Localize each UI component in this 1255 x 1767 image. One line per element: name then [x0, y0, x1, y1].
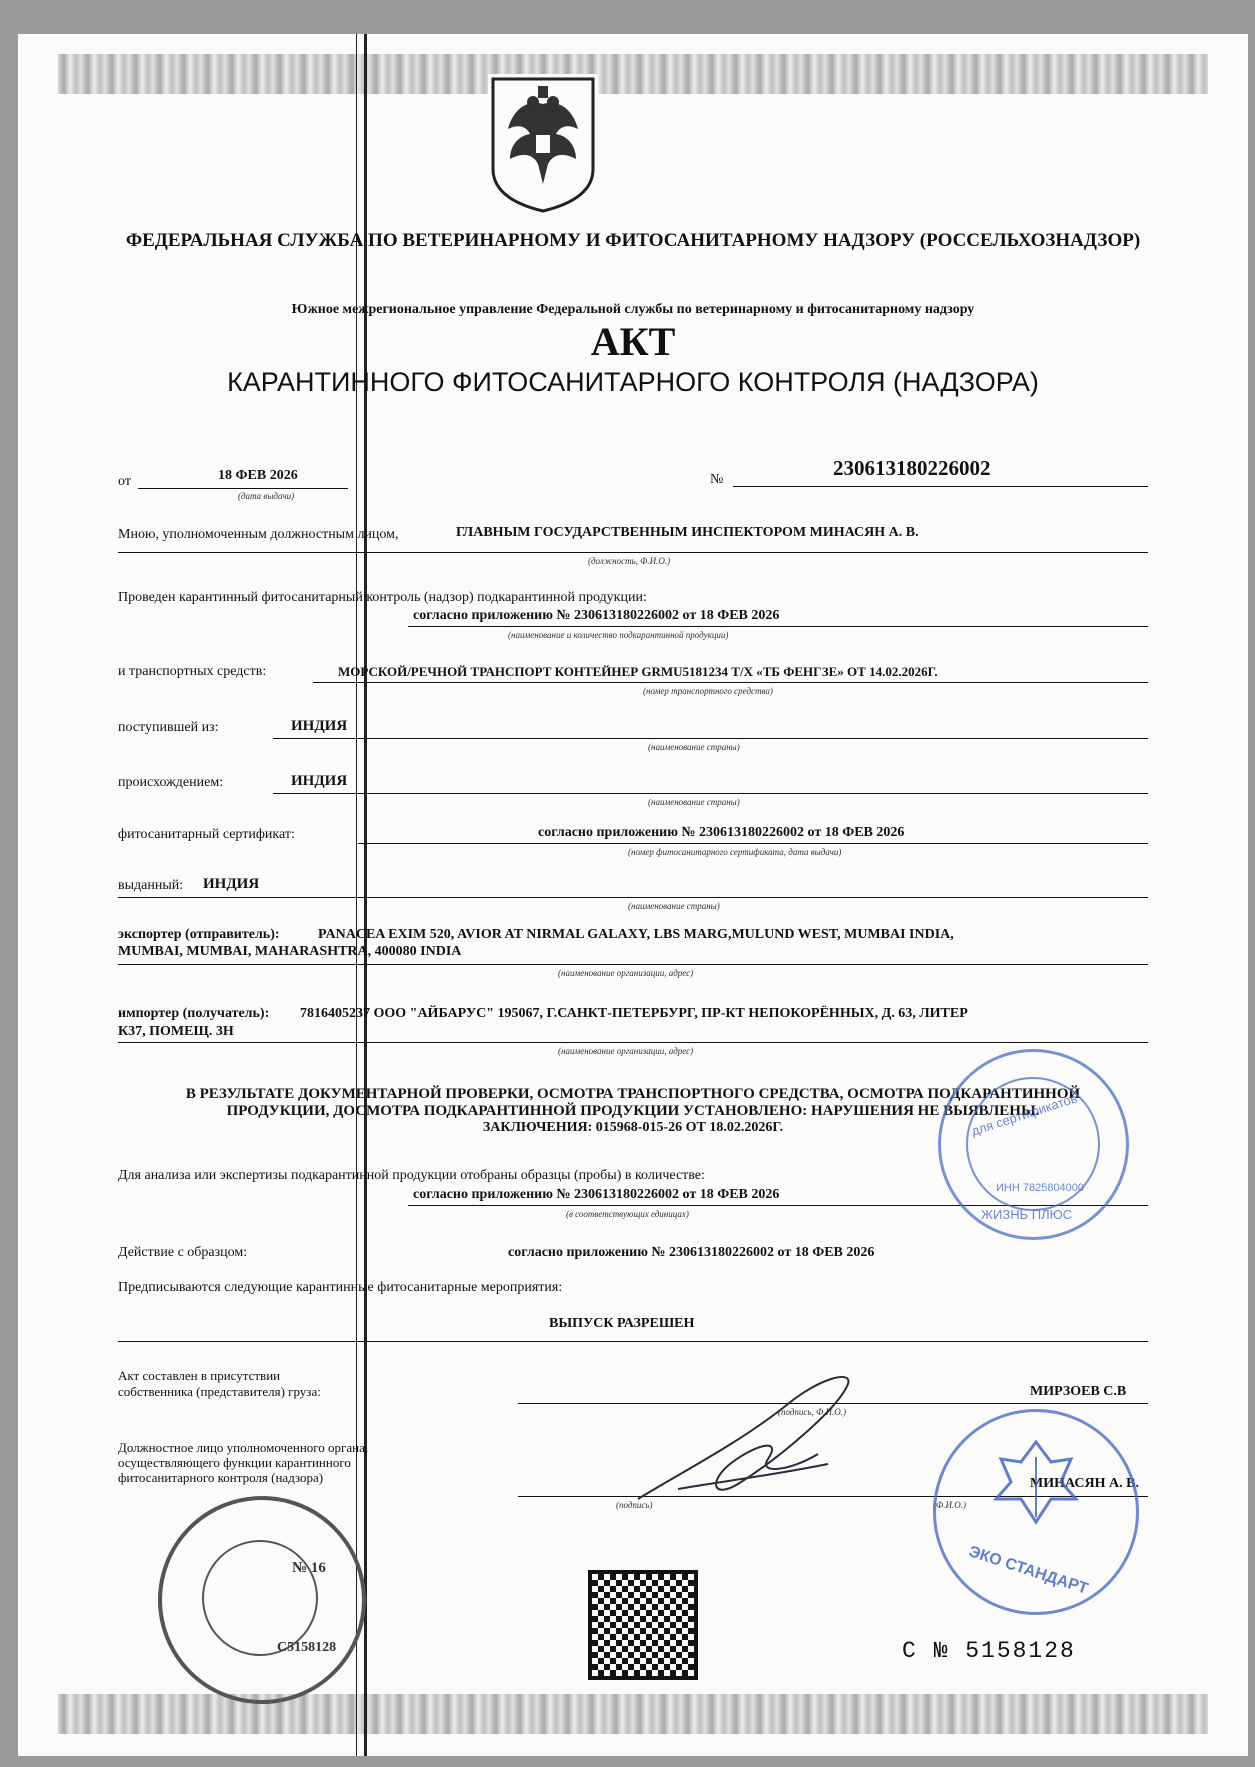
stamp-upper-word: для сертификатов	[969, 1090, 1080, 1139]
owner-label-line2: собственника (представителя) груза:	[118, 1384, 321, 1399]
importer-label: импортер (получатель):	[118, 1006, 270, 1021]
inspector-label: Мною, уполномоченным должностным лицом,	[118, 527, 399, 542]
date-caption: (дата выдачи)	[238, 491, 295, 501]
act-number: 230613180226002	[833, 456, 991, 480]
from-country-rule	[273, 738, 1148, 739]
stamp-left-number: № 16	[292, 1560, 326, 1576]
origin-value: ИНДИЯ	[291, 773, 348, 789]
importer-line2: К37, ПОМЕЩ. 3Н	[118, 1024, 234, 1039]
control-value: согласно приложению № 230613180226002 от 18 ФЕВ 2026	[413, 608, 780, 623]
document-sheet	[18, 34, 1248, 1756]
stamp-lower-brand: ЭКО СТАНДАРТ	[966, 1543, 1091, 1598]
top-ornament-border	[58, 54, 1208, 94]
transport-rule	[313, 682, 1148, 683]
blank-serial-number: С № 5158128	[902, 1638, 1076, 1664]
certificate-caption: (номер фитосанитарного сертификата, дата выдачи)	[628, 847, 842, 857]
inspector-caption: (должность, Ф.И.О.)	[588, 556, 671, 566]
from-country-value: ИНДИЯ	[291, 718, 348, 734]
origin-caption: (наименование страны)	[648, 797, 740, 807]
certificate-rule	[358, 843, 1148, 844]
official-label-line1: Должностное лицо уполномоченного органа,	[118, 1440, 369, 1455]
from-country-label: поступившей из:	[118, 720, 219, 735]
sample-action-label: Действие с образцом:	[118, 1245, 248, 1260]
certificate-label: фитосанитарный сертификат:	[118, 827, 295, 842]
scan-artifact-line	[364, 34, 367, 1756]
exporter-line2: MUMBAI, MUMBAI, MAHARASHTRA, 400080 INDIA	[118, 944, 462, 959]
stamp-upper-inn: ИНН 7825804000	[996, 1182, 1085, 1194]
certificate-value: согласно приложению № 230613180226002 от 18 ФЕВ 2026	[538, 825, 905, 840]
qr-code	[588, 1570, 698, 1680]
inspector-value: ГЛАВНЫМ ГОСУДАРСТВЕННЫМ ИНСПЕКТОРОМ МИНАСЯН А. В.	[456, 525, 919, 540]
coat-of-arms-emblem	[488, 74, 598, 214]
certification-stamp-upper	[938, 1049, 1129, 1240]
bottom-ornament-border	[58, 1694, 1208, 1734]
samples-value: согласно приложению № 230613180226002 от 18 ФЕВ 2026	[413, 1187, 780, 1202]
scan-artifact-line	[356, 34, 357, 1756]
exporter-line1: PANACEA EXIM 520, AVIOR AT NIRMAL GALAXY, LBS MARG,MULUND WEST, MUMBAI INDIA,	[318, 927, 954, 942]
document-subtitle: КАРАНТИННОГО ФИТОСАНИТАРНОГО КОНТРОЛЯ (НАДЗОРА)	[227, 367, 1039, 397]
control-rule	[408, 626, 1148, 627]
result-line3: ЗАКЛЮЧЕНИЯ: 015968-015-26 ОТ 18.02.2026Г.	[482, 1120, 784, 1135]
importer-caption: (наименование организации, адрес)	[558, 1046, 694, 1056]
handwritten-signature	[618, 1364, 878, 1514]
inspector-rule	[118, 552, 1148, 553]
control-caption: (наименование и количество подкарантинной продукции)	[508, 630, 729, 640]
transport-caption: (номер транспортного средства)	[643, 686, 773, 696]
result-line2: ПРОДУКЦИИ, ДОСМОТРА ПОДКАРАНТИННОЙ ПРОДУКЦИИ УСТАНОВЛЕНО: НАРУШЕНИЯ НЕ ВЫЯВЛЕНЫ.	[226, 1103, 1040, 1119]
department-name: Южное межрегиональное управление Федеральной службы по ветеринарному и фитосанитарному надзору	[291, 302, 975, 317]
number-label: №	[710, 472, 724, 487]
samples-label: Для анализа или экспертизы подкарантинной продукции отобраны образцы (пробы) в количестве:	[118, 1168, 705, 1183]
stamp-left-serial: С5158128	[277, 1640, 337, 1655]
importer-rule	[118, 1042, 1148, 1043]
official-name-caption: (Ф.И.О.)	[933, 1500, 966, 1510]
exporter-label: экспортер (отправитель):	[118, 927, 280, 942]
from-country-caption: (наименование страны)	[648, 742, 740, 752]
leaf-icon	[991, 1437, 1081, 1527]
issued-label: выданный:	[118, 878, 184, 893]
official-label-line2: осуществляющего функции карантинного	[118, 1455, 351, 1470]
transport-label: и транспортных средств:	[118, 664, 267, 679]
number-rule	[733, 486, 1148, 487]
date-rule	[138, 488, 348, 489]
origin-rule	[273, 793, 1148, 794]
issued-rule	[118, 897, 1148, 898]
official-name: МИНАСЯН А. В.	[1030, 1476, 1139, 1491]
measures-value: ВЫПУСК РАЗРЕШЕН	[549, 1316, 695, 1331]
agency-title: ФЕДЕРАЛЬНАЯ СЛУЖБА ПО ВЕТЕРИНАРНОМУ И ФИТОСАНИТАРНОМУ НАДЗОРУ (РОССЕЛЬХОЗНАДЗОР)	[125, 230, 1141, 251]
document-title: АКТ	[590, 319, 676, 364]
owner-label-line1: Акт составлен в присутствии	[118, 1368, 281, 1383]
samples-caption: (в соответствующих единицах)	[566, 1209, 689, 1219]
date-label: от	[118, 474, 131, 489]
result-line1: В РЕЗУЛЬТАТЕ ДОКУМЕНТАРНОЙ ПРОВЕРКИ, ОСМОТРА ТРАНСПОРТНОГО СРЕДСТВА, ОСМОТРА ПОДКАРАНТИННОЙ	[185, 1086, 1081, 1102]
certification-stamp-lower	[933, 1409, 1139, 1615]
control-label: Проведен карантинный фитосанитарный контроль (надзор) подкарантинной продукции:	[118, 590, 647, 605]
act-date: 18 ФЕВ 2026	[218, 468, 298, 483]
stamp-upper-brand: ЖИЗНЬ ПЛЮС	[981, 1207, 1072, 1222]
official-label-line3: фитосанитарного контроля (надзора)	[118, 1470, 324, 1485]
measures-rule	[118, 1341, 1148, 1342]
exporter-caption: (наименование организации, адрес)	[558, 968, 694, 978]
official-sign-caption: (подпись)	[616, 1500, 653, 1510]
origin-label: происхождением:	[118, 775, 224, 790]
measures-label: Предписываются следующие карантинные фитосанитарные мероприятия:	[118, 1280, 563, 1295]
owner-caption: (подпись, Ф.И.О.)	[778, 1407, 847, 1417]
owner-name: МИРЗОЕВ С.В	[1030, 1384, 1127, 1399]
sample-action-value: согласно приложению № 230613180226002 от 18 ФЕВ 2026	[508, 1245, 875, 1260]
importer-line1: 7816405237 ООО "АЙБАРУС" 195067, Г.САНКТ-ПЕТЕРБУРГ, ПР-КТ НЕПОКОРЁННЫХ, Д. 63, ЛИТЕР	[300, 1006, 968, 1021]
issued-caption: (наименование страны)	[628, 901, 720, 911]
exporter-rule	[118, 964, 1148, 965]
transport-value: МОРСКОЙ/РЕЧНОЙ ТРАНСПОРТ КОНТЕЙНЕР GRMU5181234 Т/Х «ТБ ФЕНГЗЕ» ОТ 14.02.2026Г.	[338, 664, 938, 679]
official-stamp-left	[158, 1496, 366, 1704]
issued-value: ИНДИЯ	[203, 876, 260, 892]
